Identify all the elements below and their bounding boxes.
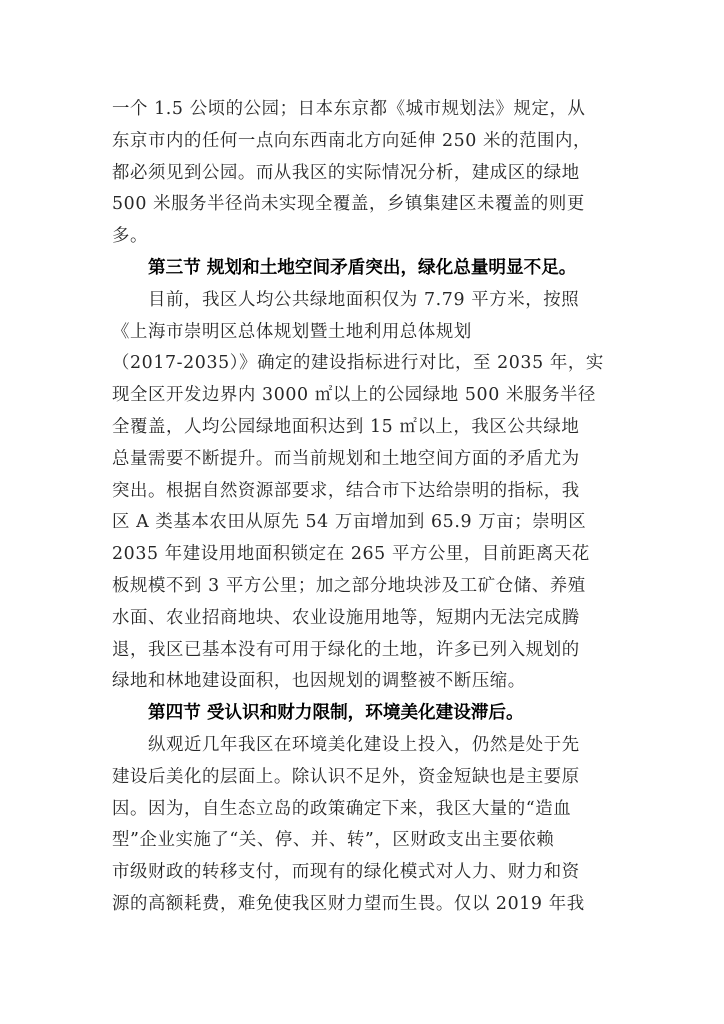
paragraph-line: 东京市内的任何一点向东西南北方向延伸 250 米的范围内， (112, 130, 592, 151)
paragraph-line: 水面、农业招商地块、农业设施用地等，短期内无法完成腾 (112, 607, 580, 628)
paragraph-line: 源的高额耗费，难免使我区财力望而生畏。仅以 2019 年我 (112, 893, 585, 914)
section-heading: 第三节 规划和土地空间矛盾突出，绿化总量明显不足。 (148, 257, 577, 278)
paragraph-line: 现全区开发边界内 3000 ㎡以上的公园绿地 500 米服务半径 (112, 385, 596, 406)
paragraph-line: 绿地和林地建设面积，也因规划的调整被不断压缩。 (112, 671, 526, 692)
paragraph-line: 突出。根据自然资源部要求，结合市下达给崇明的指标，我 (112, 480, 580, 501)
paragraph-line: 市级财政的转移支付，而现有的绿化模式对人力、财力和资 (112, 862, 580, 883)
paragraph-line: 500 米服务半径尚未实现全覆盖，乡镇集建区未覆盖的则更 (112, 194, 585, 215)
body-text (112, 94, 612, 921)
paragraph-line: （2017-2035）》确定的建设指标进行对比，至 2035 年，实 (112, 353, 604, 374)
paragraph-line: 因。因为，自生态立岛的政策确定下来，我区大量的“造血 (112, 798, 572, 819)
section-heading: 第四节 受认识和财力限制，环境美化建设滞后。 (148, 703, 524, 724)
paragraph-line: 纵观近几年我区在环境美化建设上投入，仍然是处于先 (148, 734, 580, 755)
paragraph-line: 区 A 类基本农田从原先 54 万亩增加到 65.9 万亩；崇明区 (112, 512, 587, 533)
paragraph-line: 《上海市崇明区总体规划暨土地利用总体规划 (112, 321, 472, 342)
paragraph-line: 目前，我区人均公共绿地面积仅为 7.79 平方米，按照 (148, 289, 580, 310)
paragraph-line: 建设后美化的层面上。除认识不足外，资金短缺也是主要原 (112, 766, 580, 787)
paragraph-line: 多。 (112, 226, 148, 247)
paragraph-line: 都必须见到公园。而从我区的实际情况分析，建成区的绿地 (112, 162, 580, 183)
paragraph-line: 板规模不到 3 平方公里；加之部分地块涉及工矿仓储、养殖 (112, 575, 586, 596)
paragraph-line: 退，我区已基本没有可用于绿化的土地，许多已列入规划的 (112, 639, 580, 660)
paragraph-line: 全覆盖，人均公园绿地面积达到 15 ㎡以上，我区公共绿地 (112, 416, 580, 437)
paragraph-line: 总量需要不断提升。而当前规划和土地空间方面的矛盾尤为 (112, 448, 580, 469)
paragraph-line: 型”企业实施了“关、停、并、转”，区财政支出主要依赖 (112, 830, 555, 851)
paragraph-line: 2035 年建设用地面积锁定在 265 平方公里，目前距离天花 (112, 544, 590, 565)
paragraph-line: 一个 1.5 公顷的公园；日本东京都《城市规划法》规定，从 (112, 99, 586, 119)
